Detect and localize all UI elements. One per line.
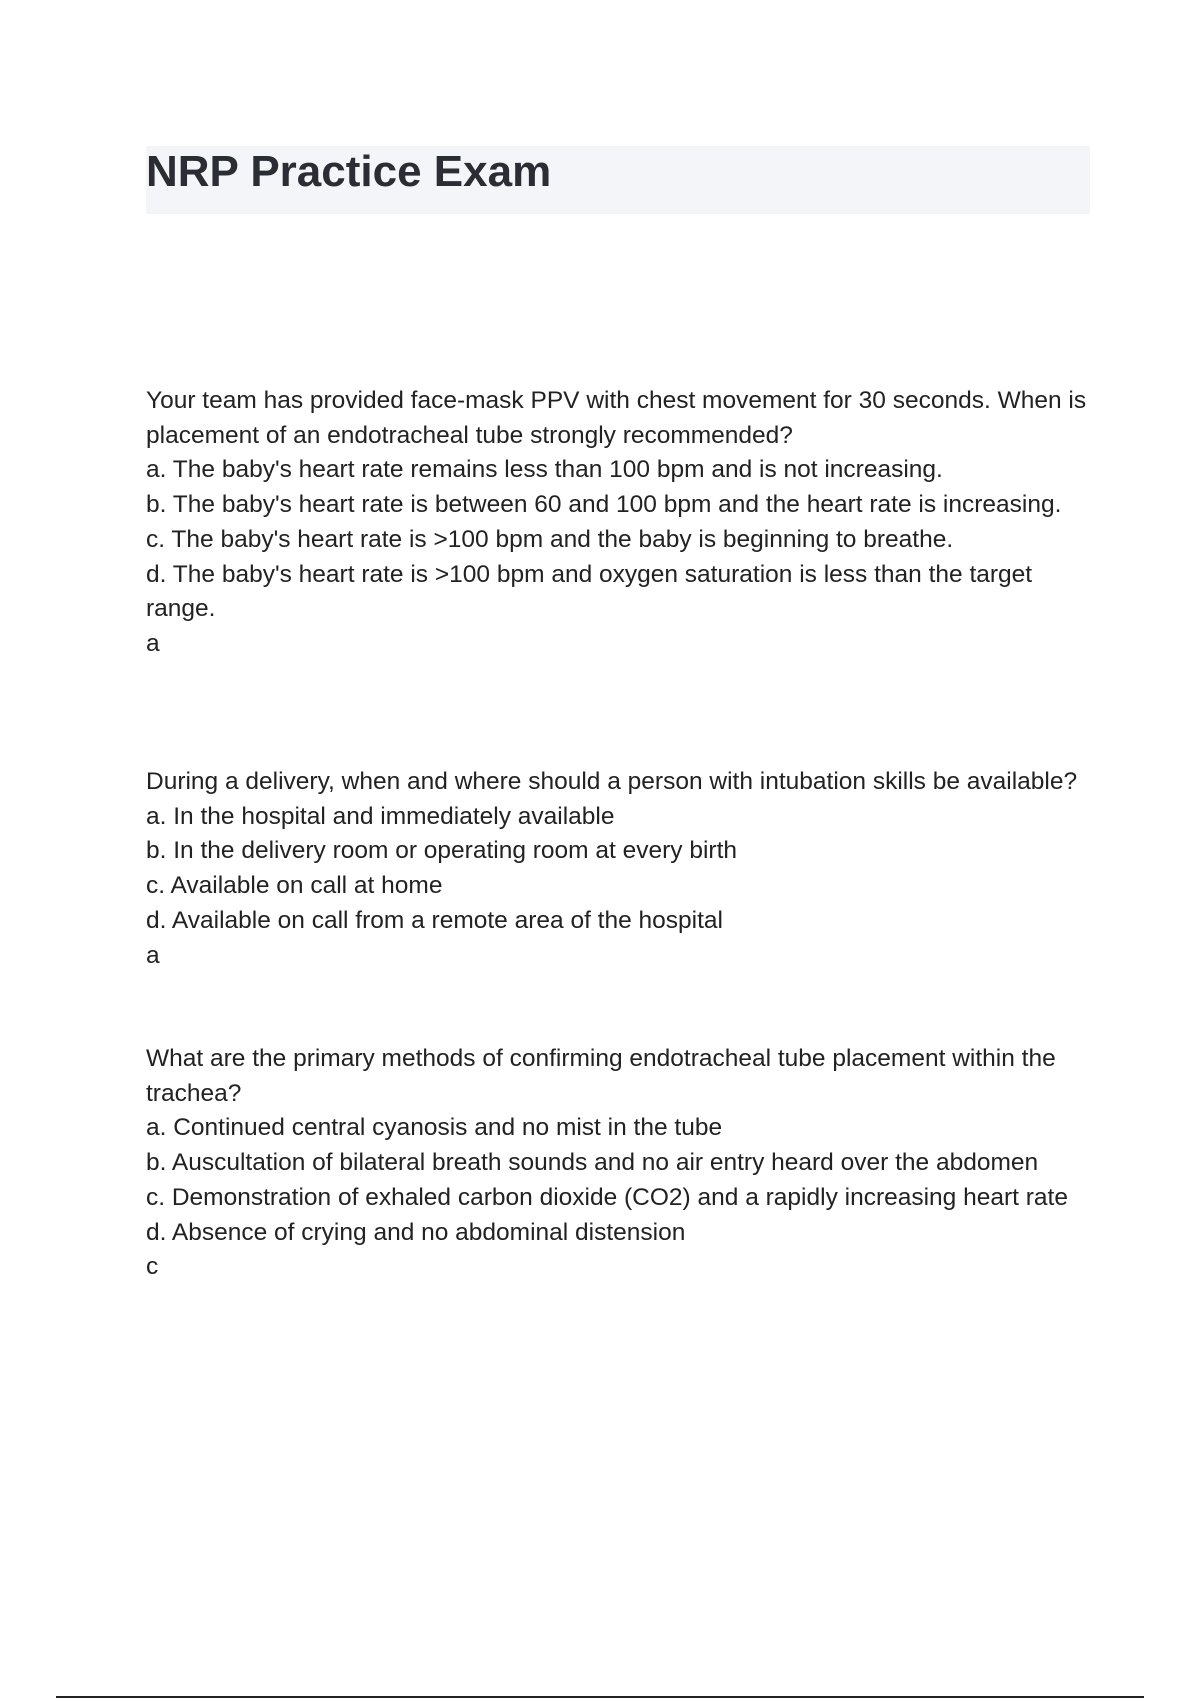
footer-rule (56, 1696, 1144, 1698)
answer-option: a. In the hospital and immediately available (146, 802, 615, 830)
answer-option: d. The baby's heart rate is >100 bpm and oxygen saturation is less than the target range. (146, 560, 1033, 623)
question-text: What are the primary methods of confirming endotracheal tube placement within the trachea? (146, 1045, 1056, 1107)
correct-answer: c (146, 1253, 159, 1281)
answer-option: c. Demonstration of exhaled carbon dioxide (CO2) and a rapidly increasing heart rate (146, 1183, 1068, 1211)
answer-option: d. Absence of crying and no abdominal distension (146, 1218, 686, 1246)
answer-option: b. The baby's heart rate is between 60 and 100 bpm and the heart rate is increasing. (146, 491, 1062, 519)
answer-option: b. Auscultation of bilateral breath sounds and no air entry heard over the abdomen (146, 1149, 1039, 1177)
answer-option: a. The baby's heart rate remains less than 100 bpm and is not increasing. (146, 456, 943, 484)
answer-option: c. The baby's heart rate is >100 bpm and the baby is beginning to breathe. (146, 525, 954, 553)
question-block-3 (146, 1042, 1090, 1285)
answer-option: b. In the delivery room or operating room at every birth (146, 837, 738, 865)
correct-answer: a (146, 941, 160, 969)
correct-answer: a (146, 629, 160, 657)
page-title: NRP Practice Exam (146, 147, 552, 196)
answer-option: c. Available on call at home (146, 872, 443, 900)
answer-option: a. Continued central cyanosis and no mist in the tube (146, 1114, 723, 1142)
answer-option: d. Available on call from a remote area of the hospital (146, 906, 723, 934)
question-block-2 (146, 765, 1090, 973)
question-text: During a delivery, when and where should a person with intubation skills be available? (146, 768, 1078, 795)
question-block-1 (146, 384, 1090, 662)
question-text: Your team has provided face-mask PPV with chest movement for 30 seconds. When is placement of an endotracheal tube strongly recommended? (146, 387, 1087, 449)
